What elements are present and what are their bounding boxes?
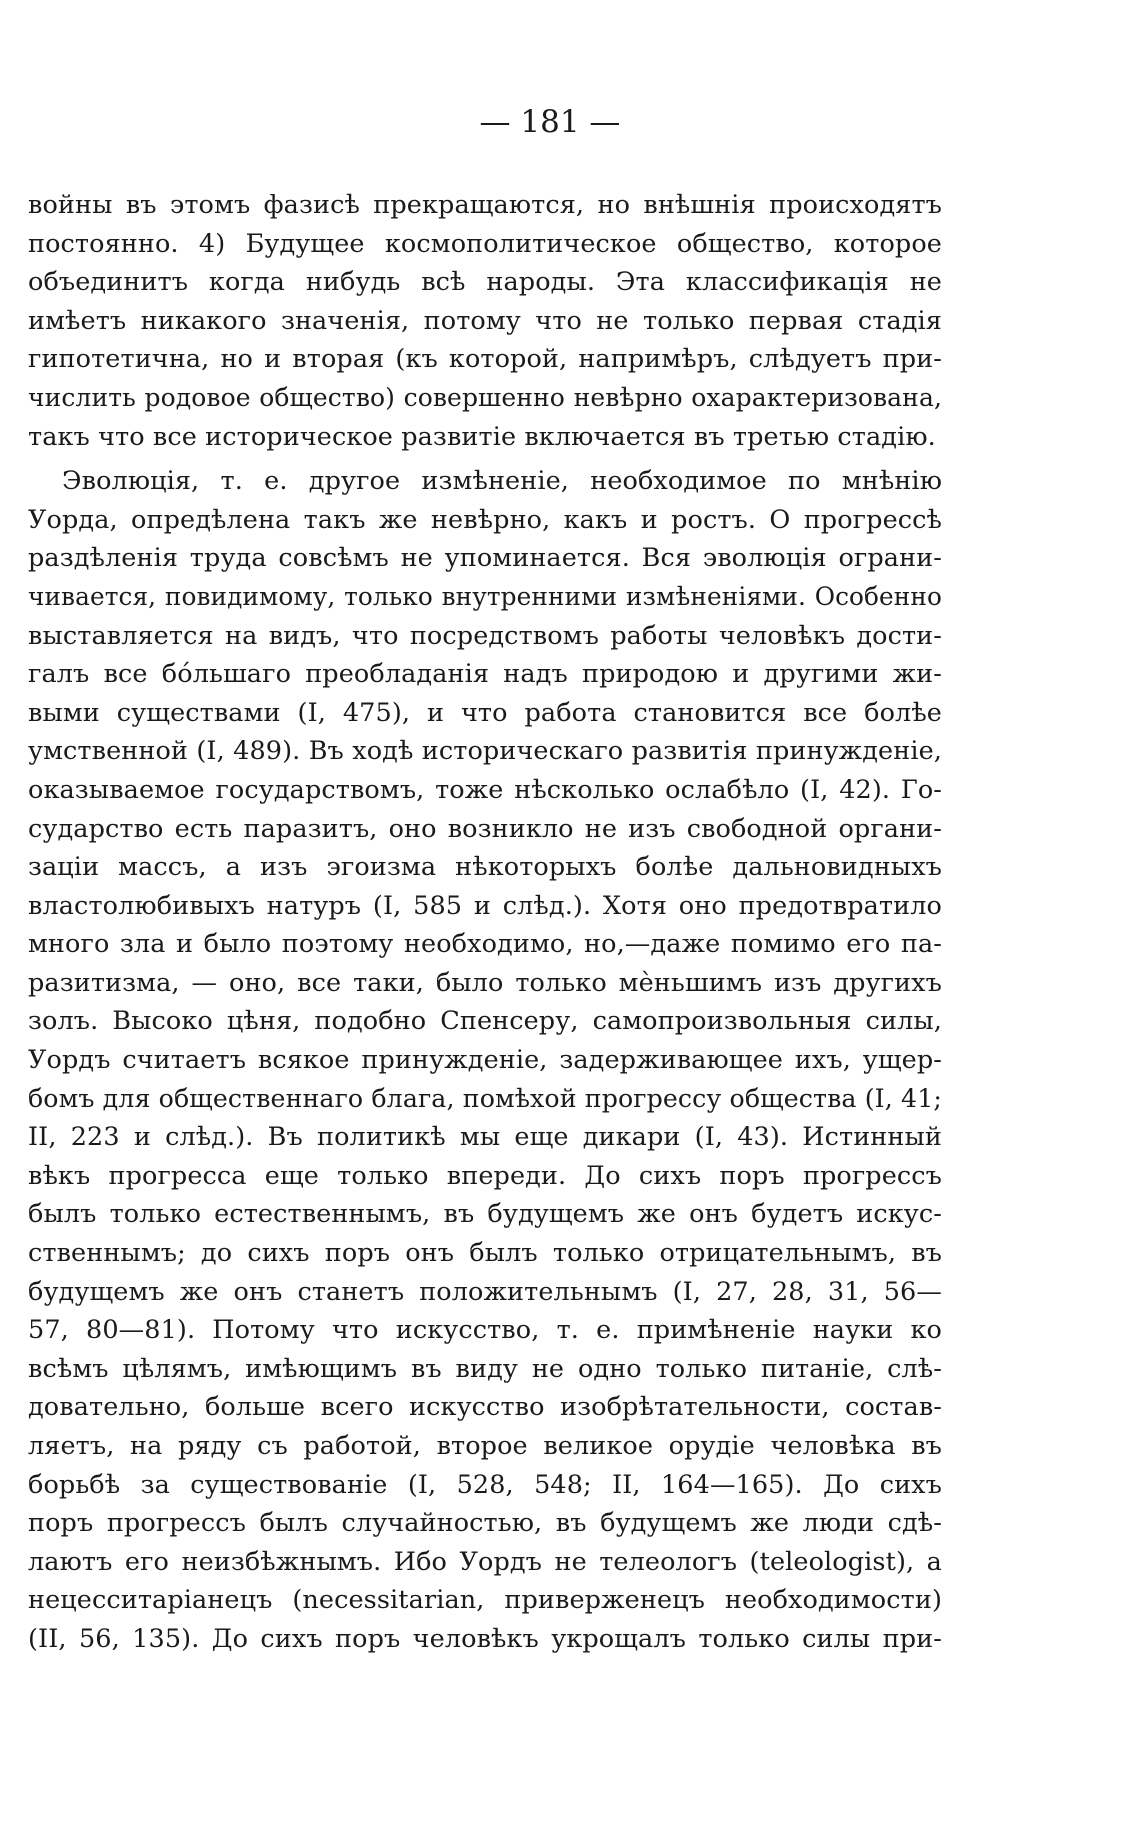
text-line: бомъ для общественнаго блага, помѣхой прогрессу общества (I, 41; [28,1083,942,1113]
text-line: числить родовое общество) совершенно невѣрно охарактеризована, [28,382,942,412]
text-line: умственной (I, 489). Въ ходѣ историческаго развитія принужденіе, [28,736,942,767]
text-line: нецесситаріанецъ (necessitarian, приверженецъ необходимости) [28,1585,942,1616]
text-line: Эволюція, т. е. другое измѣненіе, необходимое по мнѣнію [62,466,942,497]
text-line: войны въ этомъ фазисѣ прекращаются, но внѣшнія происходятъ [28,190,942,220]
text-line: поръ прогрессъ былъ случайностью, въ будущемъ же люди сдѣ- [28,1508,942,1539]
text-line: лаютъ его неизбѣжнымъ. Ибо Уордъ не телеологъ (teleologist), а [28,1546,942,1577]
text-line: постоянно. 4) Будущее космополитическое общество, которое [28,228,942,259]
text-line: заціи массъ, а изъ эгоизма нѣкоторыхъ болѣе дальновидныхъ [28,852,942,883]
text-line: галъ все бóльшаго преобладанія надъ природою и другими жи- [28,659,942,690]
text-line: 57, 80—81). Потому что искусство, т. е. примѣненіе науки ко [28,1315,942,1346]
text-line: гипотетична, но и вторая (къ которой, напримѣръ, слѣдуетъ при- [28,344,942,375]
text-line: выставляется на видъ, что посредствомъ работы человѣкъ дости- [28,620,942,651]
text-line: разитизма, — оно, все таки, было только мѐньшимъ изъ другихъ [28,967,942,998]
page-number: — 181 — [479,104,621,140]
text-line: борьбѣ за существованіе (I, 528, 548; II, 164—165). До сихъ [28,1469,942,1500]
text-line: ственнымъ; до сихъ поръ онъ былъ только отрицательнымъ, въ [28,1238,942,1269]
text-line: ляетъ, на ряду съ работой, второе великое орудіе человѣка въ [28,1431,942,1461]
paragraph-2 [28,462,942,1658]
text-line: довательно, больше всего искусство изобрѣтательности, состав- [28,1392,942,1423]
paragraph-1 [28,186,942,456]
text-line: выми существами (I, 475), и что работа становится все болѣе [28,697,942,728]
text-line: золъ. Высоко цѣня, подобно Спенсеру, самопроизвольныя силы, [28,1006,942,1037]
body-text [28,186,942,1659]
text-line: всѣмъ цѣлямъ, имѣющимъ въ виду не одно только питаніе, слѣ- [28,1353,942,1384]
text-line: будущемъ же онъ станетъ положительнымъ (I, 27, 28, 31, 56— [28,1276,942,1307]
text-line: имѣетъ никакого значенія, потому что не только первая стадія [28,305,942,336]
text-line: такъ что все историческое развитіе включается въ третью стадію. [28,421,936,452]
text-line: много зла и было поэтому необходимо, но,—даже помимо его па- [28,929,942,960]
text-line: властолюбивыхъ натуръ (I, 585 и слѣд.). Хотя оно предотвратило [28,890,942,921]
text-line: Уорда, опредѣлена такъ же невѣрно, какъ и ростъ. О прогрессѣ [28,504,942,535]
text-line: объединитъ когда нибудь всѣ народы. Эта классификація не [28,267,942,298]
text-line: чивается, повидимому, только внутренними измѣненіями. Особенно [28,581,942,611]
text-line: раздѣленія труда совсѣмъ не упоминается. Вся эволюція ограни- [28,543,942,574]
text-line: былъ только естественнымъ, въ будущемъ же онъ будетъ искус- [28,1199,942,1230]
text-line: сударство есть паразитъ, оно возникло не изъ свободной органи- [28,813,942,844]
text-line: Уордъ считаетъ всякое принужденіе, задерживающее ихъ, ущер- [28,1045,942,1076]
text-line: II, 223 и слѣд.). Въ политикѣ мы еще дикари (I, 43). Истинный [28,1122,942,1153]
text-line: вѣкъ прогресса еще только впереди. До сихъ поръ прогрессъ [28,1160,942,1191]
text-line: оказываемое государствомъ, тоже нѣсколько ослабѣло (I, 42). Го- [28,774,942,805]
text-line: (II, 56, 135). До сихъ поръ человѣкъ укрощалъ только силы при- [28,1623,942,1654]
